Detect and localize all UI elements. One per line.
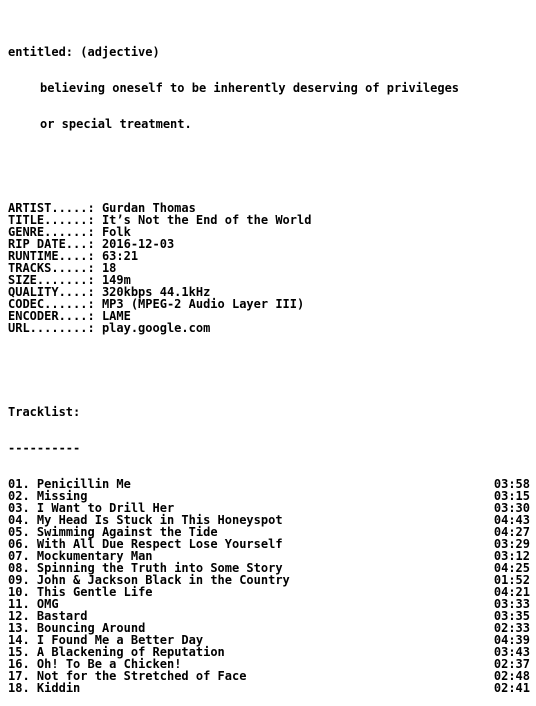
track-duration: 03:58 bbox=[493, 477, 530, 491]
info-value: MP3 (MPEG-2 Audio Layer III) bbox=[101, 297, 305, 311]
track-duration: 03:12 bbox=[493, 549, 530, 563]
track-number: 17. bbox=[8, 669, 30, 683]
info-label: URL........: bbox=[8, 321, 95, 335]
track-row bbox=[8, 670, 530, 682]
info-label: ARTIST.....: bbox=[8, 201, 95, 215]
spacer bbox=[8, 370, 530, 382]
definition-line-1: believing oneself to be inherently deserving of privileges bbox=[40, 81, 460, 95]
track-duration: 03:33 bbox=[493, 597, 530, 611]
track-duration: 03:29 bbox=[493, 537, 530, 551]
info-value: Gurdan Thomas bbox=[101, 201, 196, 215]
track-title: Bouncing Around bbox=[36, 621, 146, 635]
track-duration: 01:52 bbox=[493, 573, 530, 587]
track-number: 07. bbox=[8, 549, 30, 563]
track-duration: 02:41 bbox=[493, 681, 530, 695]
track-title: I Found Me a Better Day bbox=[36, 633, 204, 647]
info-value: play.google.com bbox=[101, 321, 211, 335]
track-number: 10. bbox=[8, 585, 30, 599]
track-info bbox=[8, 682, 80, 694]
track-duration: 02:37 bbox=[493, 657, 530, 671]
track-duration: 03:15 bbox=[493, 489, 530, 503]
info-label: TRACKS.....: bbox=[8, 261, 95, 275]
track-title: Bastard bbox=[36, 609, 88, 623]
track-duration: 03:30 bbox=[493, 501, 530, 515]
info-label: TITLE......: bbox=[8, 213, 95, 227]
track-row bbox=[8, 682, 530, 694]
info-value: 18 bbox=[101, 261, 117, 275]
track-number: 04. bbox=[8, 513, 30, 527]
track-title: Spinning the Truth into Some Story bbox=[36, 561, 283, 575]
track-number: 05. bbox=[8, 525, 30, 539]
track-number: 16. bbox=[8, 657, 30, 671]
track-title: John & Jackson Black in the Country bbox=[36, 573, 290, 587]
track-title: Not for the Stretched of Face bbox=[36, 669, 247, 683]
track-title: Kiddin bbox=[36, 681, 81, 695]
track-title: With All Due Respect Lose Yourself bbox=[36, 537, 283, 551]
track-number: 09. bbox=[8, 573, 30, 587]
track-duration: 04:39 bbox=[493, 633, 530, 647]
info-value: LAME bbox=[101, 309, 131, 323]
track-title: Missing bbox=[36, 489, 88, 503]
info-value: 320kbps 44.1kHz bbox=[101, 285, 211, 299]
track-number: 13. bbox=[8, 621, 30, 635]
track-duration: 04:21 bbox=[493, 585, 530, 599]
track-title: Mockumentary Man bbox=[36, 549, 153, 563]
track-number: 18. bbox=[8, 681, 30, 695]
info-value: 63:21 bbox=[101, 249, 139, 263]
track-title: Penicillin Me bbox=[36, 477, 131, 491]
track-title: Oh! To Be a Chicken! bbox=[36, 657, 182, 671]
track-duration: 02:48 bbox=[493, 669, 530, 683]
track-title: I Want to Drill Her bbox=[36, 501, 175, 515]
definition-line-2: or special treatment. bbox=[40, 117, 192, 131]
track-duration: 03:35 bbox=[493, 609, 530, 623]
track-number: 14. bbox=[8, 633, 30, 647]
track-title: My Head Is Stuck in This Honeyspot bbox=[36, 513, 283, 527]
track-number: 15. bbox=[8, 645, 30, 659]
info-value: 149m bbox=[101, 273, 131, 287]
info-label: ENCODER....: bbox=[8, 309, 95, 323]
track-duration: 02:33 bbox=[493, 621, 530, 635]
track-title: A Blackening of Reputation bbox=[36, 645, 225, 659]
track-title: Swimming Against the Tide bbox=[36, 525, 218, 539]
track-number: 06. bbox=[8, 537, 30, 551]
info-label: GENRE......: bbox=[8, 225, 95, 239]
track-duration: 04:43 bbox=[493, 513, 530, 527]
track-row bbox=[8, 586, 530, 598]
track-number: 02. bbox=[8, 489, 30, 503]
info-row bbox=[8, 322, 530, 334]
track-number: 12. bbox=[8, 609, 30, 623]
info-label: CODEC......: bbox=[8, 297, 95, 311]
track-title: OMG bbox=[36, 597, 59, 611]
info-label: RUNTIME....: bbox=[8, 249, 95, 263]
info-value: It’s Not the End of the World bbox=[101, 213, 312, 227]
track-number: 01. bbox=[8, 477, 30, 491]
track-duration: 04:25 bbox=[493, 561, 530, 575]
track-duration: 04:27 bbox=[493, 525, 530, 539]
release-info bbox=[8, 202, 530, 334]
track-title: This Gentle Life bbox=[36, 585, 153, 599]
info-value: 2016-12-03 bbox=[101, 237, 175, 251]
tracklist bbox=[8, 478, 530, 694]
tracklist-underline: ---------- bbox=[8, 441, 81, 455]
definition-term: entitled: (adjective) bbox=[8, 45, 160, 59]
info-label: QUALITY....: bbox=[8, 285, 95, 299]
info-label: RIP DATE...: bbox=[8, 237, 95, 251]
info-label: SIZE.......: bbox=[8, 273, 95, 287]
track-number: 08. bbox=[8, 561, 30, 575]
nfo-document bbox=[8, 22, 530, 706]
track-number: 11. bbox=[8, 597, 30, 611]
spacer bbox=[8, 154, 530, 166]
track-duration: 03:43 bbox=[493, 645, 530, 659]
track-number: 03. bbox=[8, 501, 30, 515]
tracklist-heading: Tracklist: bbox=[8, 405, 81, 419]
info-value: Folk bbox=[101, 225, 131, 239]
